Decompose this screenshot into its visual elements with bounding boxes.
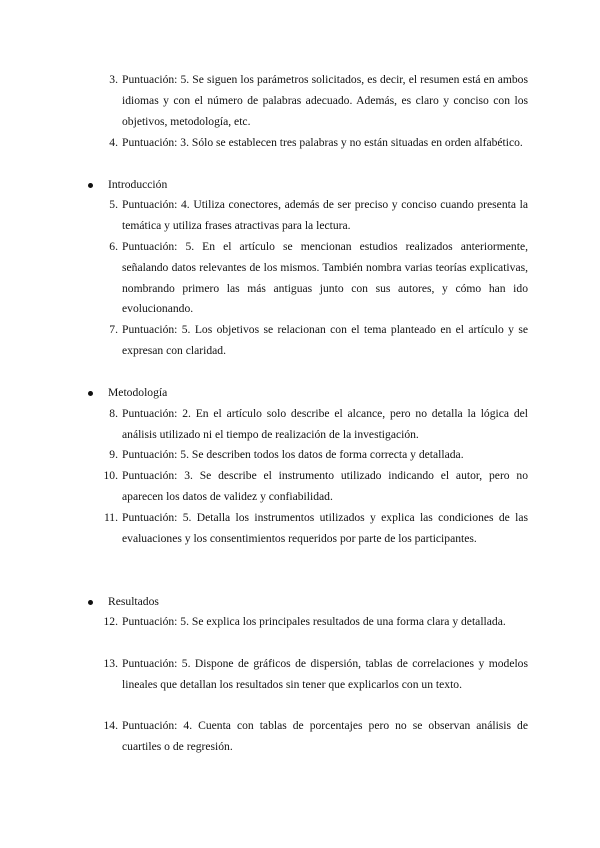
- list-item: [103, 654, 528, 696]
- list-item-number: 9.: [109, 448, 118, 461]
- list-item: [103, 508, 528, 550]
- list-item: [103, 716, 528, 758]
- list-item: [103, 466, 528, 508]
- list-item-number: 13.: [103, 657, 118, 670]
- list-item-text: Puntuación: 3. Sólo se establecen tres palabras y no están situadas en orden alfabético.: [122, 136, 523, 149]
- list-item-text: Puntuación: 4. Cuenta con tablas de porcentajes pero no se observan análisis de cuartiles o de regresión.: [122, 719, 528, 753]
- list-item-number: 6.: [109, 240, 118, 253]
- list-item-text: Puntuación: 2. En el artículo solo describe el alcance, pero no detalla la lógica del análisis utilizado ni el tiempo de realización de la investigación.: [122, 407, 528, 441]
- list-item-text: Puntuación: 5. En el artículo se mencionan estudios realizados anteriormente, señalando datos relevantes de los mismos. También nombra varias teorías explicativas, nombrando primero las más antiguas junto con sus autores, y cómo han ido evolucionando.: [122, 240, 528, 316]
- list-item-number: 8.: [109, 407, 118, 420]
- list-item: [109, 404, 528, 446]
- list-item-number: 4.: [109, 136, 118, 149]
- list-item-number: 14.: [103, 719, 118, 732]
- list-item-number: 10.: [103, 469, 118, 482]
- list-item: [109, 70, 528, 132]
- list-item-text: Puntuación: 5. Se explica los principales resultados de una forma clara y detallada.: [122, 615, 506, 628]
- list-item: [109, 133, 528, 154]
- bullet-icon: [88, 600, 93, 605]
- list-item: [109, 237, 528, 320]
- list-item-text: Puntuación: 5. Detalla los instrumentos utilizados y explica las condiciones de las evaluaciones y los consentimientos requeridos por parte de los participantes.: [122, 511, 528, 545]
- list-item: [109, 320, 528, 362]
- list-item-text: Puntuación: 5. Se describen todos los datos de forma correcta y detallada.: [122, 448, 464, 461]
- list-item-text: Puntuación: 3. Se describe el instrumento utilizado indicando el autor, pero no aparecen los datos de validez y confiabilidad.: [122, 469, 528, 503]
- list-item-text: Puntuación: 4. Utiliza conectores, además de ser preciso y conciso cuando presenta la temática y utiliza frases atractivas para la lectura.: [122, 198, 528, 232]
- bullet-icon: [88, 183, 93, 188]
- list-item-text: Puntuación: 5. Se siguen los parámetros solicitados, es decir, el resumen está en ambos idiomas y con el número de palabras adecuado. Además, es claro y conciso con los objetivos, metodología, etc.: [122, 73, 528, 128]
- list-item-number: 5.: [109, 198, 118, 211]
- list-item-number: 7.: [109, 323, 118, 336]
- list-item-number: 11.: [103, 511, 118, 524]
- list-item-number: 3.: [109, 73, 118, 86]
- section-heading-label: Introducción: [108, 178, 168, 191]
- list-item: [103, 612, 528, 633]
- bullet-icon: [88, 391, 93, 396]
- section-heading-label: Resultados: [108, 595, 159, 608]
- section-heading-label: Metodología: [108, 386, 168, 399]
- list-item: [109, 195, 528, 237]
- list-item-text: Puntuación: 5. Los objetivos se relacionan con el tema planteado en el artículo y se expresan con claridad.: [122, 323, 528, 357]
- list-item-number: 12.: [103, 615, 118, 628]
- list-item: [109, 445, 528, 466]
- list-item-text: Puntuación: 5. Dispone de gráficos de dispersión, tablas de correlaciones y modelos lineales que detallan los resultados sin tener que explicarlos con un texto.: [122, 657, 528, 691]
